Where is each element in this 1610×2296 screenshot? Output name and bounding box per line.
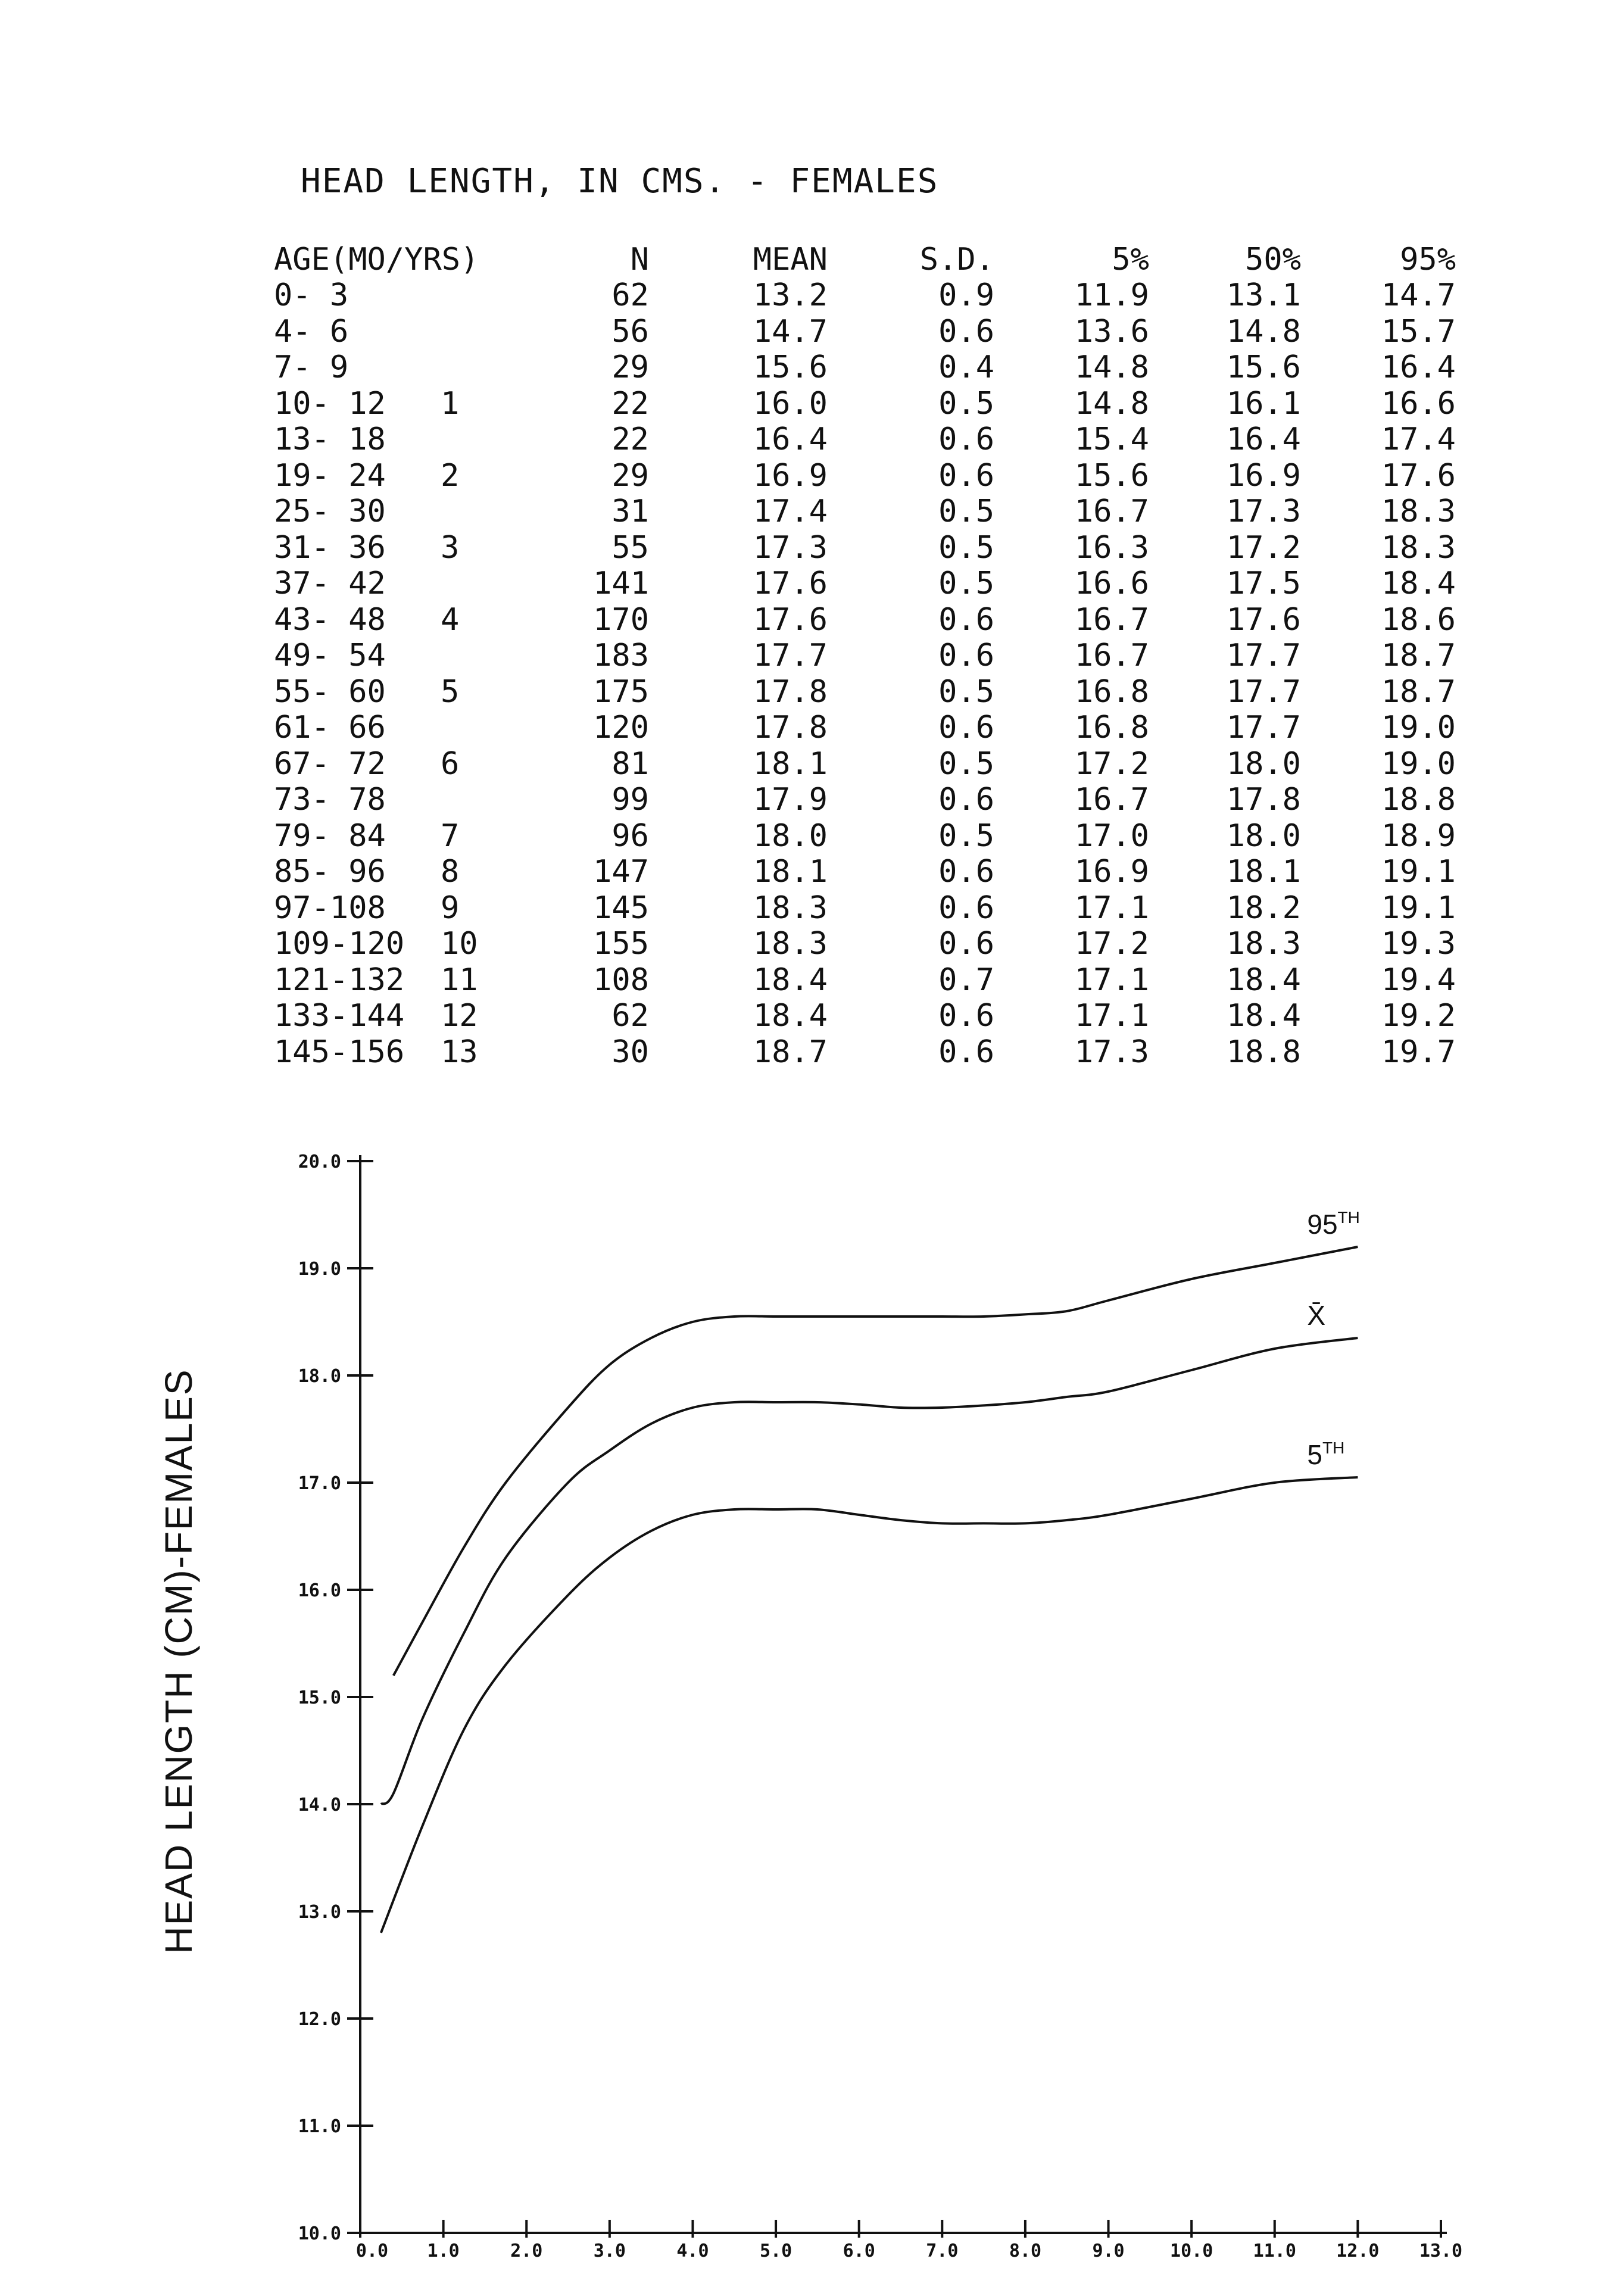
cell-n: 99 — [611, 782, 649, 818]
x-tick-label: 12.0 — [1336, 2241, 1380, 2261]
x-tick-label: 13.0 — [1419, 2241, 1463, 2261]
cell-mean: 18.7 — [753, 1034, 828, 1070]
cell-p95: 19.1 — [1381, 854, 1456, 890]
cell-sd: 0.6 — [938, 782, 994, 818]
cell-mean: 17.7 — [753, 638, 828, 674]
cell-years: 4 — [441, 601, 460, 638]
cell-p50: 18.4 — [1226, 962, 1301, 998]
cell-age: 121-132 — [274, 962, 405, 998]
cell-p50: 18.0 — [1226, 818, 1301, 854]
cell-sd: 0.6 — [938, 313, 994, 350]
cell-years: 10 — [441, 926, 478, 962]
cell-p5: 17.2 — [1074, 745, 1149, 782]
cell-mean: 18.4 — [753, 998, 828, 1034]
cell-age: 25- 30 — [274, 494, 386, 530]
cell-p95: 16.6 — [1381, 385, 1456, 422]
cell-age: 19- 24 — [274, 457, 386, 494]
x-tick-label: 2.0 — [510, 2241, 543, 2261]
cell-age: 55- 60 — [274, 673, 386, 710]
cell-age: 67- 72 — [274, 745, 386, 782]
cell-years: 3 — [441, 529, 460, 566]
cell-sd: 0.7 — [938, 962, 994, 998]
cell-p50: 17.3 — [1226, 494, 1301, 530]
curve-label-main: 5 — [1307, 1439, 1322, 1470]
cell-p50: 15.6 — [1226, 350, 1301, 386]
cell-p5: 17.3 — [1074, 1034, 1149, 1070]
x-tick-label: 5.0 — [759, 2241, 792, 2261]
cell-p95: 16.4 — [1381, 350, 1456, 386]
cell-p95: 14.7 — [1381, 277, 1456, 314]
cell-p95: 17.4 — [1381, 422, 1456, 458]
cell-p5: 16.7 — [1074, 494, 1149, 530]
page-title: HEAD LENGTH, IN CMS. - FEMALES — [301, 162, 939, 201]
cell-years: 9 — [441, 890, 460, 926]
cell-p5: 16.7 — [1074, 638, 1149, 674]
cell-mean: 17.8 — [753, 673, 828, 710]
cell-age: 61- 66 — [274, 710, 386, 746]
curve-5th — [381, 1477, 1358, 1933]
cell-sd: 0.5 — [938, 494, 994, 530]
cell-mean: 17.4 — [753, 494, 828, 530]
cell-mean: 17.3 — [753, 529, 828, 566]
cell-n: 170 — [593, 601, 649, 638]
cell-p50: 17.7 — [1226, 673, 1301, 710]
header-mean: MEAN — [753, 242, 828, 277]
x-tick-label: 10.0 — [1170, 2241, 1213, 2261]
cell-p95: 18.8 — [1381, 782, 1456, 818]
cell-sd: 0.5 — [938, 745, 994, 782]
curve-label-main: X̄ — [1307, 1300, 1326, 1331]
cell-p50: 13.1 — [1226, 277, 1301, 314]
cell-sd: 0.5 — [938, 385, 994, 422]
cell-p50: 18.8 — [1226, 1034, 1301, 1070]
cell-sd: 0.6 — [938, 890, 994, 926]
cell-p50: 17.6 — [1226, 601, 1301, 638]
header-p95: 95% — [1400, 242, 1456, 277]
y-tick-label: 15.0 — [298, 1687, 341, 1708]
cell-p95: 19.7 — [1381, 1034, 1456, 1070]
cell-p50: 18.3 — [1226, 926, 1301, 962]
cell-age: 13- 18 — [274, 422, 386, 458]
cell-sd: 0.6 — [938, 926, 994, 962]
x-tick-label: 4.0 — [676, 2241, 709, 2261]
cell-n: 62 — [611, 998, 649, 1034]
cell-p95: 18.4 — [1381, 566, 1456, 602]
cell-mean: 18.3 — [753, 926, 828, 962]
cell-sd: 0.4 — [938, 350, 994, 386]
cell-p50: 17.7 — [1226, 710, 1301, 746]
x-tick-label: 9.0 — [1092, 2241, 1125, 2261]
cell-p50: 16.9 — [1226, 457, 1301, 494]
cell-p95: 19.0 — [1381, 745, 1456, 782]
chart-ticks — [298, 1152, 1462, 2261]
y-tick-label: 12.0 — [298, 2009, 341, 2030]
cell-age: 133-144 — [274, 998, 405, 1034]
cell-mean: 16.0 — [753, 385, 828, 422]
x-tick-label: 1.0 — [427, 2241, 460, 2261]
y-tick-label: 18.0 — [298, 1366, 341, 1387]
cell-mean: 17.9 — [753, 782, 828, 818]
cell-years: 7 — [441, 818, 460, 854]
cell-p5: 16.8 — [1074, 673, 1149, 710]
y-tick-label: 11.0 — [298, 2116, 341, 2137]
curve-label-sup: TH — [1322, 1439, 1345, 1457]
cell-age: 109-120 — [274, 926, 405, 962]
cell-n: 141 — [593, 566, 649, 602]
x-tick-label: 11.0 — [1253, 2241, 1296, 2261]
y-tick-label: 10.0 — [298, 2223, 341, 2244]
cell-n: 145 — [593, 890, 649, 926]
cell-mean: 18.4 — [753, 962, 828, 998]
cell-n: 155 — [593, 926, 649, 962]
cell-sd: 0.6 — [938, 854, 994, 890]
x-tick-label: 3.0 — [593, 2241, 626, 2261]
cell-years: 11 — [441, 962, 478, 998]
cell-p50: 18.2 — [1226, 890, 1301, 926]
cell-p50: 17.5 — [1226, 566, 1301, 602]
cell-p95: 19.2 — [1381, 998, 1456, 1034]
cell-n: 96 — [611, 818, 649, 854]
cell-sd: 0.6 — [938, 422, 994, 458]
cell-n: 147 — [593, 854, 649, 890]
header-age: AGE(MO/YRS) — [274, 242, 479, 277]
cell-mean: 18.0 — [753, 818, 828, 854]
cell-sd: 0.6 — [938, 601, 994, 638]
cell-p50: 18.4 — [1226, 998, 1301, 1034]
cell-age: 73- 78 — [274, 782, 386, 818]
cell-p50: 17.2 — [1226, 529, 1301, 566]
cell-p5: 17.1 — [1074, 998, 1149, 1034]
header-p50: 50% — [1245, 242, 1301, 277]
cell-p50: 14.8 — [1226, 313, 1301, 350]
cell-sd: 0.5 — [938, 818, 994, 854]
cell-p5: 16.3 — [1074, 529, 1149, 566]
curve-95th — [394, 1247, 1358, 1676]
cell-sd: 0.5 — [938, 566, 994, 602]
cell-age: 43- 48 — [274, 601, 386, 638]
cell-years: 2 — [441, 457, 460, 494]
cell-age: 7- 9 — [274, 350, 349, 386]
x-tick-label: 6.0 — [843, 2241, 875, 2261]
curve-label-5th — [1307, 1439, 1344, 1470]
cell-p95: 18.7 — [1381, 638, 1456, 674]
y-tick-label: 20.0 — [298, 1152, 341, 1172]
cell-p5: 17.1 — [1074, 962, 1149, 998]
cell-sd: 0.6 — [938, 457, 994, 494]
cell-years: 5 — [441, 673, 460, 710]
cell-mean: 16.4 — [753, 422, 828, 458]
cell-p95: 18.7 — [1381, 673, 1456, 710]
cell-sd: 0.6 — [938, 998, 994, 1034]
cell-p50: 16.4 — [1226, 422, 1301, 458]
cell-n: 120 — [593, 710, 649, 746]
cell-sd: 0.5 — [938, 673, 994, 710]
cell-p95: 18.9 — [1381, 818, 1456, 854]
cell-p5: 15.4 — [1074, 422, 1149, 458]
cell-age: 79- 84 — [274, 818, 386, 854]
cell-mean: 18.3 — [753, 890, 828, 926]
cell-sd: 0.6 — [938, 638, 994, 674]
cell-n: 56 — [611, 313, 649, 350]
cell-age: 0- 3 — [274, 277, 349, 314]
cell-p95: 19.0 — [1381, 710, 1456, 746]
cell-mean: 13.2 — [753, 277, 828, 314]
curve-label-sup: TH — [1337, 1208, 1360, 1227]
header-p5: 5% — [1112, 242, 1149, 277]
cell-mean: 16.9 — [753, 457, 828, 494]
cell-n: 29 — [611, 457, 649, 494]
cell-n: 22 — [611, 422, 649, 458]
cell-p95: 18.3 — [1381, 529, 1456, 566]
cell-years: 6 — [441, 745, 460, 782]
curve-mean — [381, 1338, 1358, 1804]
cell-p5: 13.6 — [1074, 313, 1149, 350]
cell-n: 183 — [593, 638, 649, 674]
cell-p95: 19.4 — [1381, 962, 1456, 998]
x-tick-label: 7.0 — [926, 2241, 959, 2261]
cell-n: 30 — [611, 1034, 649, 1070]
x-tick-label: 0.0 — [355, 2241, 389, 2261]
cell-p50: 16.1 — [1226, 385, 1301, 422]
cell-p50: 17.8 — [1226, 782, 1301, 818]
curve-label-mean — [1307, 1300, 1325, 1331]
y-tick-label: 17.0 — [298, 1473, 341, 1494]
cell-age: 85- 96 — [274, 854, 386, 890]
cell-sd: 0.5 — [938, 529, 994, 566]
curve-label-main: 95 — [1307, 1209, 1338, 1240]
cell-age: 145-156 — [274, 1034, 405, 1070]
chart-curves — [381, 1247, 1358, 1933]
header-sd: S.D. — [919, 242, 994, 277]
cell-mean: 14.7 — [753, 313, 828, 350]
cell-p50: 18.0 — [1226, 745, 1301, 782]
cell-mean: 17.6 — [753, 601, 828, 638]
cell-p5: 16.9 — [1074, 854, 1149, 890]
cell-p50: 18.1 — [1226, 854, 1301, 890]
cell-sd: 0.6 — [938, 1034, 994, 1070]
cell-p5: 16.6 — [1074, 566, 1149, 602]
cell-age: 10- 12 — [274, 385, 386, 422]
cell-years: 12 — [441, 998, 478, 1034]
cell-n: 62 — [611, 277, 649, 314]
cell-sd: 0.9 — [938, 277, 994, 314]
cell-n: 22 — [611, 385, 649, 422]
cell-years: 8 — [441, 854, 460, 890]
y-tick-label: 19.0 — [298, 1259, 341, 1280]
y-tick-label: 13.0 — [298, 1902, 341, 1923]
cell-n: 29 — [611, 350, 649, 386]
cell-n: 55 — [611, 529, 649, 566]
cell-age: 4- 6 — [274, 313, 349, 350]
cell-age: 31- 36 — [274, 529, 386, 566]
cell-years: 1 — [441, 385, 460, 422]
cell-p95: 19.3 — [1381, 926, 1456, 962]
cell-age: 49- 54 — [274, 638, 386, 674]
cell-mean: 17.6 — [753, 566, 828, 602]
cell-mean: 15.6 — [753, 350, 828, 386]
cell-p5: 14.8 — [1074, 350, 1149, 386]
cell-p5: 17.0 — [1074, 818, 1149, 854]
x-tick-label: 8.0 — [1009, 2241, 1042, 2261]
cell-years: 13 — [441, 1034, 478, 1070]
y-tick-label: 16.0 — [298, 1580, 341, 1601]
cell-p5: 17.1 — [1074, 890, 1149, 926]
cell-p95: 19.1 — [1381, 890, 1456, 926]
cell-age: 37- 42 — [274, 566, 386, 602]
y-axis-title: HEAD LENGTH (CM)-FEMALES — [157, 1368, 200, 1954]
cell-p5: 16.7 — [1074, 782, 1149, 818]
y-tick-label: 14.0 — [298, 1795, 341, 1815]
cell-mean: 18.1 — [753, 745, 828, 782]
cell-p5: 14.8 — [1074, 385, 1149, 422]
cell-p5: 17.2 — [1074, 926, 1149, 962]
cell-n: 31 — [611, 494, 649, 530]
cell-p95: 18.6 — [1381, 601, 1456, 638]
cell-n: 108 — [593, 962, 649, 998]
cell-p5: 16.8 — [1074, 710, 1149, 746]
cell-sd: 0.6 — [938, 710, 994, 746]
cell-mean: 18.1 — [753, 854, 828, 890]
cell-mean: 17.8 — [753, 710, 828, 746]
cell-n: 81 — [611, 745, 649, 782]
cell-age: 97-108 — [274, 890, 386, 926]
cell-p95: 15.7 — [1381, 313, 1456, 350]
cell-p95: 17.6 — [1381, 457, 1456, 494]
cell-p5: 11.9 — [1074, 277, 1149, 314]
cell-p5: 15.6 — [1074, 457, 1149, 494]
header-n: N — [630, 242, 649, 277]
curve-label-95th — [1307, 1208, 1360, 1240]
cell-n: 175 — [593, 673, 649, 710]
cell-p50: 17.7 — [1226, 638, 1301, 674]
cell-p5: 16.7 — [1074, 601, 1149, 638]
cell-p95: 18.3 — [1381, 494, 1456, 530]
